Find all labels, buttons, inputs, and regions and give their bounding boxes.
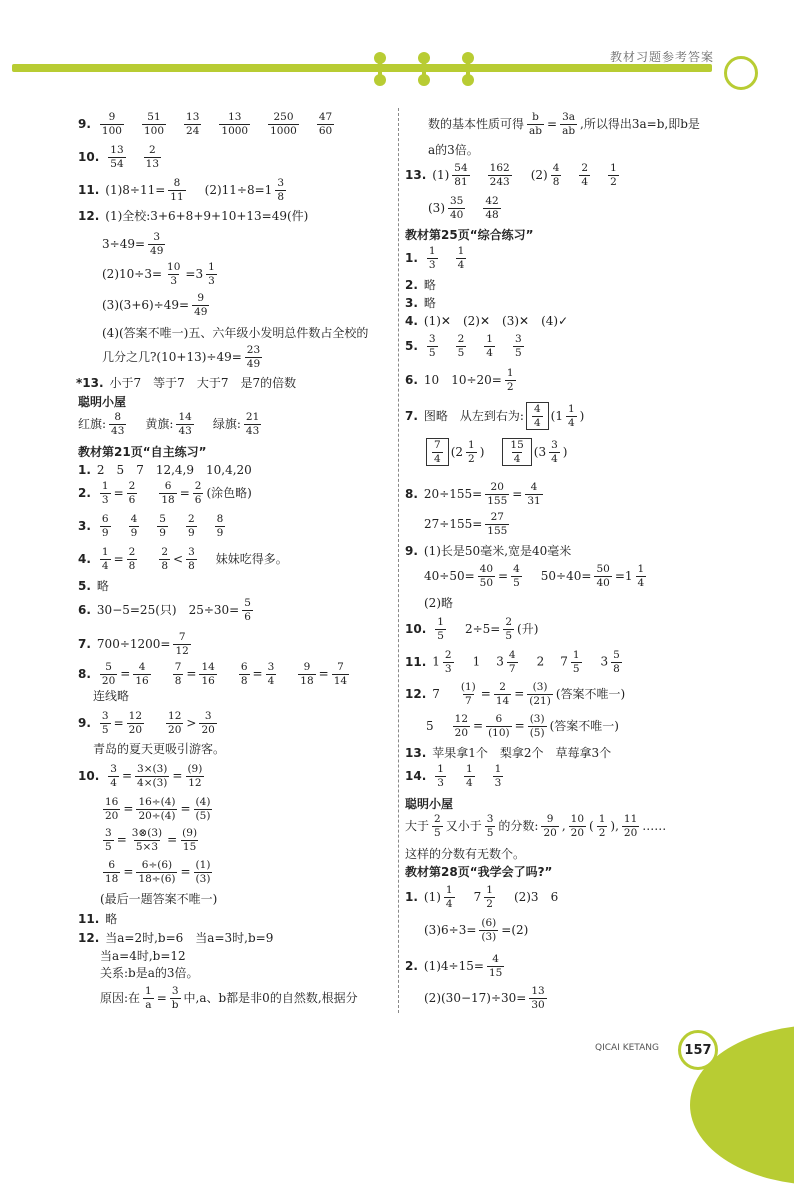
fraction: $\frac{b}{ab}$ xyxy=(529,111,542,137)
column-divider xyxy=(398,108,399,1013)
p25-answer-12-line2: 5 $\frac{12}{20}$ = $\frac{6}{(10)}$ = $\frac{(3)}{(5)}$ (答案不唯一) xyxy=(426,713,619,739)
fraction-slot xyxy=(242,345,265,369)
fraction: $\frac{4}{16}$ xyxy=(135,661,149,687)
fraction: $\frac{35}{40}$ xyxy=(450,195,464,221)
fraction-slot xyxy=(170,632,193,656)
answer-10: 10. $\frac{13}{54}$ $\frac{2}{13}$ xyxy=(78,144,160,170)
p25-answer-12: 12. 7 $\frac{(1)}{7}$ = $\frac{2}{14}$ = $\frac{(3)}{(21)}$ (答案不唯一) xyxy=(405,681,626,707)
answer-12-line5: (4)(答案不唯一)五、六年级小发明总件数占全校的 xyxy=(102,326,369,340)
fraction-slot xyxy=(481,885,498,909)
fraction: $\frac{2}{4}$ xyxy=(581,162,589,188)
fraction: $\frac{6}{8}$ xyxy=(240,661,248,687)
fraction: $\frac{8}{9}$ xyxy=(216,513,224,539)
fraction: $\frac{250}{1000}$ xyxy=(270,111,297,137)
fraction: $\frac{3}{20}$ xyxy=(201,710,215,736)
p28-answer-2-line2: (2)(30−17)÷30= $\frac{13}{30}$ xyxy=(424,986,550,1010)
fraction: $\frac{8}{43}$ xyxy=(111,411,125,437)
fraction: $\frac{3}{8}$ xyxy=(277,177,284,203)
fraction-slot xyxy=(463,440,480,464)
p21-answer-1: 1. 2 5 7 12,4,9 10,4,20 xyxy=(78,463,252,477)
fraction-slot xyxy=(163,711,186,735)
fraction-slot xyxy=(97,547,114,571)
fraction: $\frac{9}{100}$ xyxy=(101,111,122,137)
fraction: $\frac{1}{a}$ xyxy=(145,985,152,1011)
fraction-slot xyxy=(97,711,114,735)
p28-answer-2: 2. (1)4÷15= $\frac{4}{15}$ xyxy=(405,954,507,978)
fraction: $\frac{2}{9}$ xyxy=(187,513,195,539)
fraction-slot xyxy=(566,814,589,838)
p21-answer-12-line4: 原因:在 $\frac{1}{a}$ = $\frac{3}{b}$ 中,a、b都是非0的自然数,根据分 xyxy=(100,985,358,1011)
fraction-slot xyxy=(162,262,185,286)
continued-explanation: 数的基本性质可得 $\frac{b}{ab}$ = $\frac{3a}{ab}$ ,所以得出3a=b,即b是 xyxy=(428,111,700,137)
fraction: $\frac{(1)}{(3)}$ xyxy=(195,859,211,885)
clever-house-2-note: 这样的分数有无数个。 xyxy=(405,847,526,861)
fraction-slot xyxy=(173,412,196,436)
p21-answer-8: 8. $\frac{5}{20}$ = $\frac{4}{16}$ $\frac{7}{8}$ = $\frac{14}{16}$ $\frac{6}{8}$ = $\frac{3}{4}$ $\frac{9}{18}$ = $\frac{7}{14}$ xyxy=(78,661,348,687)
fraction: $\frac{8}{11}$ xyxy=(170,177,184,203)
answer-12-line2: 3÷49= $\frac{3}{49}$ xyxy=(102,232,168,256)
fraction: $\frac{1}{4}$ xyxy=(465,763,473,789)
fraction-slot xyxy=(546,440,563,464)
fraction-slot xyxy=(441,885,458,909)
fraction-slot xyxy=(429,814,446,838)
fraction: $\frac{2}{5}$ xyxy=(434,813,441,839)
fraction: $\frac{2}{14}$ xyxy=(495,681,510,707)
clever-house-1-flags: 红旗: $\frac{8}{43}$ 黄旗: $\frac{14}{43}$ 绿旗: $\frac{21}{43}$ xyxy=(78,412,264,436)
p21-answer-7: 7. 700÷1200= $\frac{7}{12}$ xyxy=(78,632,194,656)
fraction: $\frac{3}{5}$ xyxy=(486,813,494,839)
fraction: $\frac{2}{6}$ xyxy=(194,480,202,506)
fraction: $\frac{9}{18}$ xyxy=(300,661,314,687)
p21-answer-10-note: (最后一题答案不唯一) xyxy=(100,892,218,906)
fraction-slot xyxy=(482,814,499,838)
p25-answer-9-line3: (2)略 xyxy=(424,596,453,610)
binder-ring-2 xyxy=(418,52,430,86)
p25-answer-9: 9. (1)长是50毫米,宽是40毫米 xyxy=(405,544,572,558)
p25-answer-4: 4. (1)✕ (2)✕ (3)✕ (4)✓ xyxy=(405,314,569,328)
fraction: $\frac{1}{4}$ xyxy=(637,563,645,589)
fraction-slot xyxy=(619,814,642,838)
fraction: $\frac{6}{18}$ xyxy=(105,859,119,885)
fraction: $\frac{4}{9}$ xyxy=(130,513,138,539)
fraction-slot xyxy=(538,814,561,838)
fraction-slot xyxy=(167,986,184,1010)
answer-13-star: *13. 小于7 等于7 大于7 是7的倍数 xyxy=(76,376,297,390)
fraction-slot xyxy=(482,512,512,536)
fraction-slot xyxy=(502,368,519,392)
fraction: $\frac{5}{9}$ xyxy=(159,513,166,539)
fraction: $\frac{3}{b}$ xyxy=(171,985,179,1011)
fraction: $\frac{13}{54}$ xyxy=(110,144,124,170)
fraction: $\frac{7}{8}$ xyxy=(174,661,182,687)
fraction: $\frac{6}{9}$ xyxy=(101,513,109,539)
fraction: $\frac{4}{4}$ xyxy=(533,403,541,429)
fraction: $\frac{1}{5}$ xyxy=(572,649,580,675)
fraction-slot xyxy=(591,564,614,588)
fraction: $\frac{6\div(6)}{18\div(6)}$ xyxy=(138,859,176,885)
p25-answer-6: 6. 10 10÷20= $\frac{1}{2}$ xyxy=(405,368,519,392)
fraction: $\frac{1}{2}$ xyxy=(598,813,606,839)
fraction: $\frac{14}{43}$ xyxy=(178,411,192,437)
fraction-slot xyxy=(241,412,264,436)
fraction: $\frac{2}{3}$ xyxy=(444,649,452,675)
fraction: $\frac{(3)}{(21)}$ xyxy=(529,681,551,707)
fraction-slot xyxy=(524,112,547,136)
fraction: $\frac{4}{31}$ xyxy=(527,481,541,507)
fraction-slot xyxy=(429,440,446,464)
fraction: $\frac{1}{4}$ xyxy=(486,333,493,359)
fraction: $\frac{50}{40}$ xyxy=(596,563,610,589)
p25-answer-7-boxes: $\frac{7}{4}$ ( 2 $\frac{1}{2}$ ) $\frac{15}{4}$ ( 3 $\frac{3}{4}$ ) xyxy=(424,438,567,466)
fraction-slot xyxy=(165,178,188,202)
continued-explanation-2: a的3倍。 xyxy=(428,143,479,157)
fraction: $\frac{1}{4}$ xyxy=(445,884,453,910)
fraction: $\frac{1}{2}$ xyxy=(486,884,493,910)
fraction: $\frac{1}{3}$ xyxy=(437,763,444,789)
fraction-slot xyxy=(505,440,528,464)
p21-answer-6: 6. 30−5=25(只) 25÷30= $\frac{5}{6}$ xyxy=(78,598,256,622)
fraction-slot xyxy=(140,986,157,1010)
fraction-slot xyxy=(203,262,220,286)
page-number: 157 xyxy=(678,1030,718,1070)
fraction-slot xyxy=(272,178,289,202)
p21-answer-12-line2: 当a=4时,b=12 xyxy=(100,949,186,963)
fraction: $\frac{5}{8}$ xyxy=(613,649,620,675)
p25-answer-1: 1. $\frac{1}{3}$ $\frac{1}{4}$ xyxy=(405,245,465,271)
p21-answer-12-line3: 关系:b是a的3倍。 xyxy=(100,966,199,980)
header-rule xyxy=(12,64,712,72)
fraction-slot xyxy=(239,598,256,622)
p25-answer-3: 3. 略 xyxy=(405,296,436,310)
p25-answer-11: 11. 1 $\frac{2}{3}$ 1 3 $\frac{4}{7}$ 2 7 $\frac{1}{5}$ 3 $\frac{5}{8}$ xyxy=(405,649,620,675)
fraction: $\frac{7}{12}$ xyxy=(175,631,189,657)
fraction: $\frac{5}{6}$ xyxy=(244,597,251,623)
fraction-slot xyxy=(124,481,141,505)
fraction: $\frac{16\div(4)}{20\div(4)}$ xyxy=(138,796,176,822)
fraction: $\frac{1}{2}$ xyxy=(506,367,514,393)
fraction: $\frac{4}{5}$ xyxy=(513,563,520,589)
fraction: $\frac{2}{8}$ xyxy=(128,546,136,572)
fraction: $\frac{47}{60}$ xyxy=(318,111,333,137)
fraction: $\frac{1}{4}$ xyxy=(457,245,465,271)
fraction: $\frac{1}{2}$ xyxy=(610,162,617,188)
fraction: $\frac{11}{20}$ xyxy=(623,813,638,839)
fraction: $\frac{1}{3}$ xyxy=(208,261,215,287)
p28-answer-1-line2: (3)6÷3= $\frac{(6)}{(3)}$ =(2) xyxy=(424,917,529,943)
fraction: $\frac{4}{8}$ xyxy=(552,162,560,188)
fraction: $\frac{3}{8}$ xyxy=(188,546,195,572)
fraction: $\frac{12}{20}$ xyxy=(128,710,143,736)
fraction-slot xyxy=(97,481,114,505)
fraction: $\frac{(9)}{12}$ xyxy=(187,763,203,789)
fraction: $\frac{12}{20}$ xyxy=(168,710,182,736)
fraction: $\frac{4}{15}$ xyxy=(488,953,503,979)
header-title: 教材习题参考答案 xyxy=(610,50,715,64)
fraction: $\frac{27}{155}$ xyxy=(487,511,508,537)
answer-12-line6: 几分之几?(10+13)÷49= $\frac{23}{49}$ xyxy=(102,345,265,369)
fraction: $\frac{(3)}{(5)}$ xyxy=(529,713,545,739)
p21-answer-4: 4. $\frac{1}{4}$ = $\frac{2}{8}$ $\frac{2}{8}$ < $\frac{3}{8}$ 妹妹吃得多。 xyxy=(78,546,288,572)
fraction: $\frac{21}{43}$ xyxy=(245,411,260,437)
fraction: $\frac{3}{5}$ xyxy=(514,333,522,359)
p28-answer-1: 1. (1) $\frac{1}{4}$ 7 $\frac{1}{2}$ (2)3 6 xyxy=(405,884,559,910)
fraction: $\frac{16}{20}$ xyxy=(105,796,119,822)
fraction-slot xyxy=(189,293,212,317)
answer-13-part3: (3) $\frac{35}{40}$ $\frac{42}{48}$ xyxy=(428,195,499,221)
fraction: $\frac{7}{14}$ xyxy=(333,661,348,687)
fraction: $\frac{13}{30}$ xyxy=(531,985,545,1011)
fraction-slot xyxy=(522,482,545,506)
fraction: $\frac{4}{7}$ xyxy=(508,649,516,675)
answer-12: 12. (1)全校:3+6+8+9+10+13=49(件) xyxy=(78,209,309,223)
fraction-slot xyxy=(106,412,129,436)
p21-answer-9-note: 青岛的夏天更吸引游客。 xyxy=(93,742,226,756)
fraction: $\frac{12}{20}$ xyxy=(454,713,469,739)
fraction-slot xyxy=(529,404,546,428)
answer-12-line3: (2)10÷3= $\frac{10}{3}$ =3 $\frac{1}{3}$ xyxy=(102,262,220,286)
fraction: $\frac{3\times(3)}{4\times(3)}$ xyxy=(137,763,168,789)
fraction: $\frac{3}{4}$ xyxy=(551,439,558,465)
fraction-slot xyxy=(156,547,173,571)
fraction-slot xyxy=(633,564,650,588)
fraction-slot xyxy=(557,112,580,136)
fraction: $\frac{2}{8}$ xyxy=(161,546,169,572)
fraction: $\frac{3}{4}$ xyxy=(267,661,275,687)
fraction-slot xyxy=(482,482,512,506)
fraction: $\frac{1}{5}$ xyxy=(437,616,444,642)
p21-answer-3: 3. $\frac{6}{9}$ $\frac{4}{9}$ $\frac{5}{9}$ $\frac{2}{9}$ $\frac{8}{9}$ xyxy=(78,513,224,539)
section-page25: 教材第25页“综合练习” xyxy=(405,228,534,242)
p25-answer-8-line2: 27÷155= $\frac{27}{155}$ xyxy=(424,512,512,536)
fraction: $\frac{3\otimes(3)}{5\times 3}$ xyxy=(131,827,163,853)
fraction: $\frac{7}{4}$ xyxy=(434,439,441,465)
answer-13: 13. (1) $\frac{54}{81}$ $\frac{162}{243}$ (2) $\frac{4}{8}$ $\frac{2}{4}$ $\frac{1}{2}$ xyxy=(405,162,617,188)
fraction-slot xyxy=(183,547,200,571)
clever-house-2-answer: 大于 $\frac{2}{5}$ 又小于 $\frac{3}{5}$ 的分数: $\frac{9}{20}$ , $\frac{10}{20}$ ( $\frac{1}{2}$ ), $\frac{11}{20}$ …… xyxy=(405,813,667,839)
fraction: $\frac{13}{1000}$ xyxy=(221,111,249,137)
fraction: $\frac{(1)}{7}$ xyxy=(460,681,476,707)
fraction-slot xyxy=(196,711,219,735)
fraction-slot xyxy=(432,617,449,641)
fraction: $\frac{3}{5}$ xyxy=(105,827,112,853)
p25-answer-10: 10. $\frac{1}{5}$ 2÷5= $\frac{2}{5}$ (升) xyxy=(405,616,539,642)
fraction: $\frac{(9)}{15}$ xyxy=(182,827,198,853)
fraction: $\frac{1}{3}$ xyxy=(428,245,436,271)
fraction: $\frac{5}{20}$ xyxy=(101,661,116,687)
p21-answer-10-row3: $\frac{3}{5}$ = $\frac{3\otimes(3)}{5\times 3}$ = $\frac{(9)}{15}$ xyxy=(105,827,198,853)
fraction-slot xyxy=(508,564,525,588)
fraction: $\frac{15}{4}$ xyxy=(510,439,524,465)
fraction: $\frac{1}{3}$ xyxy=(494,763,502,789)
p21-answer-10-row4: $\frac{6}{18}$ = $\frac{6\div(6)}{18\div(6)}$ = $\frac{(1)}{(3)}$ xyxy=(105,859,211,885)
fraction: $\frac{54}{81}$ xyxy=(454,162,468,188)
answer-12-line4: (3)(3+6)÷49= $\frac{9}{49}$ xyxy=(102,293,212,317)
fraction-slot xyxy=(563,404,580,428)
fraction-slot xyxy=(190,481,207,505)
p25-answer-2: 2. 略 xyxy=(405,278,436,292)
fraction-slot xyxy=(124,547,141,571)
p21-answer-9: 9. $\frac{3}{5}$ = $\frac{12}{20}$ $\frac{12}{20}$ > $\frac{3}{20}$ xyxy=(78,711,220,735)
fraction-slot xyxy=(500,617,517,641)
fraction: $\frac{3a}{ab}$ xyxy=(562,111,576,137)
p25-answer-5: 5. $\frac{3}{5}$ $\frac{2}{5}$ $\frac{1}{4}$ $\frac{3}{5}$ xyxy=(405,333,522,359)
fraction: $\frac{3}{5}$ xyxy=(428,333,436,359)
fraction: $\frac{(4)}{(5)}$ xyxy=(195,796,211,822)
p21-answer-2: 2. $\frac{1}{3}$ = $\frac{2}{6}$ $\frac{6}{18}$ = $\frac{2}{6}$ (涂色略) xyxy=(78,480,252,506)
p21-answer-11: 11. 略 xyxy=(78,912,118,926)
fraction: $\frac{10}{20}$ xyxy=(570,813,585,839)
fraction: $\frac{20}{155}$ xyxy=(487,481,508,507)
fraction: $\frac{3}{4}$ xyxy=(110,763,117,789)
fraction: $\frac{162}{243}$ xyxy=(489,162,510,188)
fraction: $\frac{51}{100}$ xyxy=(143,111,165,137)
fraction: $\frac{1}{4}$ xyxy=(101,546,109,572)
fraction: $\frac{42}{48}$ xyxy=(485,195,499,221)
fraction: $\frac{2}{13}$ xyxy=(145,144,160,170)
fraction: $\frac{1}{4}$ xyxy=(567,403,575,429)
fraction: $\frac{1}{2}$ xyxy=(468,439,475,465)
answer-11: 11. (1)8÷11= $\frac{8}{11}$ (2)11÷8=1 $\frac{3}{8}$ xyxy=(78,178,289,202)
fraction: $\frac{40}{50}$ xyxy=(479,563,494,589)
p25-answer-7: 7. 图略 从左到右为: $\frac{4}{4}$ ( 1 $\frac{1}{4}$ ) xyxy=(405,403,585,429)
mascot-icon xyxy=(724,56,758,90)
p21-answer-8-note: 连线略 xyxy=(93,689,130,703)
fraction: $\frac{1}{3}$ xyxy=(101,480,109,506)
fraction-slot xyxy=(156,481,179,505)
binder-ring-1 xyxy=(374,52,386,86)
fraction: $\frac{14}{16}$ xyxy=(201,661,215,687)
answer-9: 9. $\frac{9}{100}$ $\frac{51}{100}$ $\frac{13}{24}$ $\frac{13}{1000}$ $\frac{250}{1000}$ $\frac{47}{60}$ xyxy=(78,111,333,137)
p25-answer-14: 14. $\frac{1}{3}$ $\frac{1}{4}$ $\frac{1}{3}$ xyxy=(405,763,502,789)
fraction: $\frac{3}{49}$ xyxy=(150,231,164,257)
fraction: $\frac{23}{49}$ xyxy=(246,344,261,370)
fraction: $\frac{6}{18}$ xyxy=(161,480,175,506)
p21-answer-10-row1: 10. $\frac{3}{4}$ = $\frac{3\times(3)}{4\times(3)}$ = $\frac{(9)}{12}$ xyxy=(78,763,203,789)
binder-ring-3 xyxy=(462,52,474,86)
fraction: $\frac{2}{6}$ xyxy=(128,480,136,506)
p21-answer-5: 5. 略 xyxy=(78,579,109,593)
fraction-slot xyxy=(594,814,611,838)
fraction-slot xyxy=(526,986,549,1010)
p21-answer-12: 12. 当a=2时,b=6 当a=3时,b=9 xyxy=(78,931,274,945)
p25-answer-9-line2: 40÷50= $\frac{40}{50}$ = $\frac{4}{5}$ 50÷40= $\frac{50}{40}$ =1 $\frac{1}{4}$ xyxy=(424,564,649,588)
section-clever-house-1: 聪明小屋 xyxy=(78,395,127,409)
fraction: $\frac{2}{5}$ xyxy=(457,333,465,359)
fraction: $\frac{9}{49}$ xyxy=(194,292,208,318)
footer-brand: QICAI KETANG xyxy=(595,1043,659,1053)
fraction: $\frac{3}{5}$ xyxy=(101,710,109,736)
fraction: $\frac{(6)}{(3)}$ xyxy=(481,917,497,943)
fraction: $\frac{9}{20}$ xyxy=(543,813,557,839)
fraction: $\frac{13}{24}$ xyxy=(186,111,200,137)
fraction-slot xyxy=(484,954,507,978)
section-clever-house-2: 聪明小屋 xyxy=(405,797,454,811)
p25-answer-13: 13. 苹果拿1个 梨拿2个 草莓拿3个 xyxy=(405,746,612,760)
p25-answer-8: 8. 20÷155= $\frac{20}{155}$ = $\frac{4}{31}$ xyxy=(405,482,546,506)
fraction-slot xyxy=(476,918,501,942)
fraction-slot xyxy=(475,564,498,588)
fraction: $\frac{10}{3}$ xyxy=(167,261,181,287)
fraction-slot xyxy=(145,232,168,256)
fraction-slot xyxy=(124,711,147,735)
p21-answer-10-row2: $\frac{16}{20}$ = $\frac{16\div(4)}{20\div(4)}$ = $\frac{(4)}{(5)}$ xyxy=(105,796,211,822)
fraction: $\frac{6}{(10)}$ xyxy=(488,713,510,739)
section-page21: 教材第21页“自主练习” xyxy=(78,445,207,459)
fraction: $\frac{2}{5}$ xyxy=(505,616,513,642)
section-page28: 教材第28页“我学会了吗?” xyxy=(405,865,553,879)
